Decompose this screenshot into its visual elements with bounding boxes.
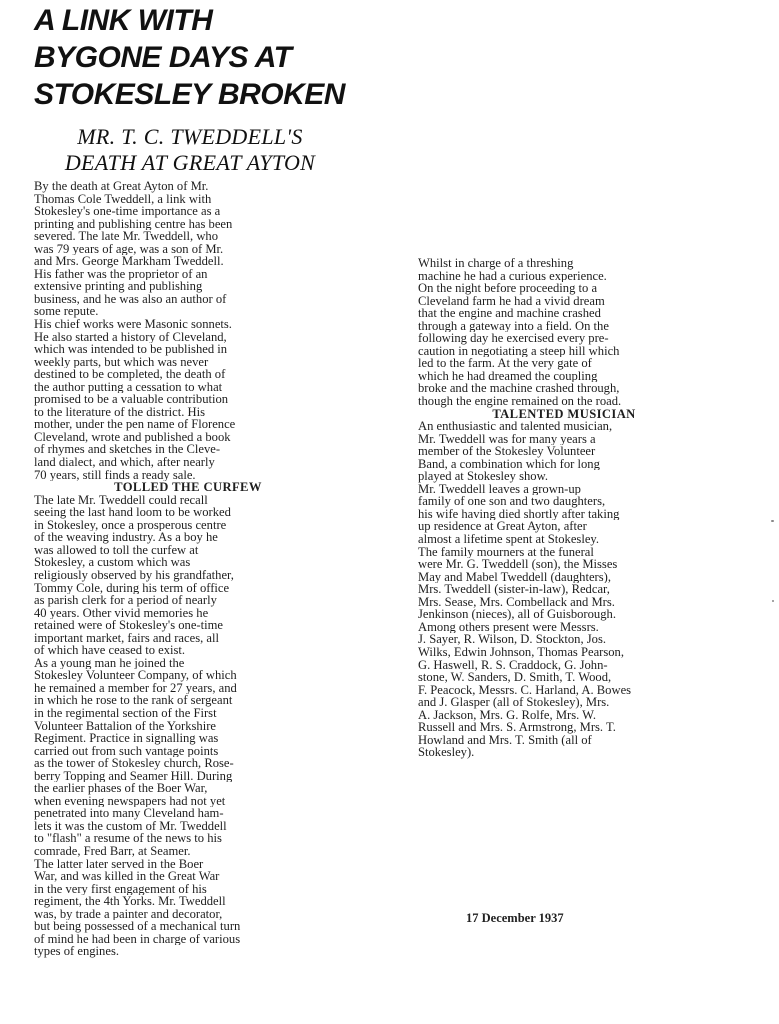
- text-line: berry Topping and Seamer Hill. During: [34, 769, 233, 783]
- text-line: when evening newspapers had not yet: [34, 794, 226, 808]
- text-line: extensive printing and publishing: [34, 280, 203, 293]
- text-line: printing and publishing centre has been: [34, 217, 233, 231]
- headline-line: STOKESLEY BROKEN: [34, 78, 345, 111]
- text-line: stone, W. Sanders, D. Smith, T. Wood,: [418, 671, 612, 684]
- text-line: Stokesley's one-time importance as a: [34, 205, 221, 218]
- paper-speck: [771, 520, 774, 522]
- text-line: types of engines.: [34, 945, 119, 958]
- text-line: important market, fairs and races, all: [34, 631, 219, 645]
- text-line: Mrs. Tweddell (sister-in-law), Redcar,: [418, 583, 610, 596]
- text-line: in the regimental section of the First: [34, 706, 217, 720]
- text-line: F. Peacock, Messrs. C. Harland, A. Bowes: [418, 683, 632, 697]
- article-column-right: [418, 257, 710, 759]
- text-line: An enthusiastic and talented musician,: [418, 420, 613, 433]
- text-line: of the weaving industry. As a boy he: [34, 531, 218, 544]
- text-line: religiously observed by his grandfather,: [34, 568, 234, 582]
- text-line: regiment, the 4th Yorks. Mr. Tweddell: [34, 895, 226, 908]
- section-heading: TALENTED MUSICIAN: [492, 406, 636, 421]
- text-line: J. Sayer, R. Wilson, D. Stockton, Jos.: [418, 633, 607, 646]
- text-line: Cleveland farm he had a vivid dream: [418, 294, 605, 308]
- text-line: played at Stokesley show.: [418, 470, 548, 483]
- text-line: His chief works were Masonic sonnets.: [34, 318, 232, 331]
- text-line: promised to be a valuable contribution: [34, 393, 229, 406]
- text-line: Regiment. Practice in signalling was: [34, 732, 219, 745]
- text-line: Volunteer Battalion of the Yorkshire: [34, 719, 217, 733]
- text-line: was, by trade a painter and decorator,: [34, 907, 223, 921]
- text-line: the earlier phases of the Boer War,: [34, 782, 208, 795]
- text-line: Howland and Mrs. T. Smith (all of: [418, 733, 592, 747]
- text-line: Mr. Tweddell leaves a grown-up: [418, 482, 581, 496]
- text-line: which he had dreamed the coupling: [418, 369, 598, 383]
- text-line: lets it was the custom of Mr. Tweddell: [34, 819, 227, 833]
- text-line: He also started a history of Cleveland,: [34, 330, 227, 344]
- text-line: seeing the last hand loom to be worked: [34, 506, 231, 519]
- text-line: penetrated into many Cleveland ham-: [34, 807, 224, 820]
- text-line: almost a lifetime spent at Stokesley.: [418, 533, 600, 546]
- headline-line: BYGONE DAYS AT: [34, 41, 292, 74]
- text-line: Thomas Cole Tweddell, a link with: [34, 192, 212, 206]
- text-line: business, and he was also an author of: [34, 292, 227, 306]
- text-line: the author putting a cessation to what: [34, 380, 223, 394]
- text-line: Mr. Tweddell was for many years a: [418, 432, 596, 446]
- text-line: severed. The late Mr. Tweddell, who: [34, 230, 219, 243]
- text-line: mother, under the pen name of Florence: [34, 418, 236, 431]
- publication-date: 17 December 1937: [466, 911, 564, 925]
- text-line: By the death at Great Ayton of Mr.: [34, 180, 209, 193]
- text-line: G. Haswell, R. S. Craddock, G. John-: [418, 658, 608, 672]
- text-line: 70 years, still finds a ready sale.: [34, 468, 196, 482]
- text-line: led to the farm. At the very gate of: [418, 357, 592, 370]
- text-line: As a young man he joined the: [34, 656, 185, 670]
- section-heading: TOLLED THE CURFEW: [114, 480, 262, 495]
- text-line: Band, a combination which for long: [418, 457, 600, 471]
- text-line: Stokesley Volunteer Company, of which: [34, 669, 237, 682]
- subheadline-line: DEATH AT GREAT AYTON: [64, 150, 316, 175]
- text-line: comrade, Fred Barr, at Seamer.: [34, 844, 191, 858]
- text-line: caution in negotiating a steep hill which: [418, 344, 620, 358]
- text-line: Whilst in charge of a threshing: [418, 257, 574, 270]
- text-line: up residence at Great Ayton, after: [418, 520, 587, 534]
- text-line: some repute.: [34, 305, 99, 319]
- text-line: May and Mabel Tweddell (daughters),: [418, 570, 611, 584]
- text-line: Tommy Cole, during his term of office: [34, 581, 230, 595]
- text-line: Cleveland, wrote and published a book: [34, 430, 231, 444]
- text-line: to "flash" a resume of the news to his: [34, 832, 222, 845]
- text-line: of rhymes and sketches in the Cleve-: [34, 443, 221, 457]
- subheadline: [40, 124, 340, 176]
- text-line: Stokesley, a custom which was: [34, 556, 191, 569]
- text-line: and Mrs. George Markham Tweddell.: [34, 255, 224, 268]
- text-line: but being possessed of a mechanical turn: [34, 920, 241, 933]
- text-line: Stokesley).: [418, 746, 475, 759]
- text-line: A. Jackson, Mrs. G. Rolfe, Mrs. W.: [418, 708, 597, 722]
- text-line: his wife having died shortly after taking: [418, 507, 620, 521]
- text-line: which was intended to be published in: [34, 343, 228, 356]
- text-line: The family mourners at the funeral: [418, 545, 594, 559]
- text-line: through a gateway into a field. On the: [418, 319, 609, 333]
- text-line: was 79 years of age, was a son of Mr.: [34, 242, 224, 256]
- text-line: in the very first engagement of his: [34, 882, 207, 896]
- text-line: On the night before proceeding to a: [418, 282, 598, 295]
- text-line: 40 years. Other vivid memories he: [34, 606, 209, 620]
- text-line: broke and the machine crashed through,: [418, 382, 620, 396]
- text-line: and J. Glasper (all of Stokesley), Mrs.: [418, 696, 610, 709]
- text-line: machine he had a curious experience.: [418, 269, 607, 283]
- text-line: Among others present were Messrs.: [418, 620, 599, 634]
- text-line: land dialect, and which, after nearly: [34, 456, 215, 469]
- text-line: Wilks, Edwin Johnson, Thomas Pearson,: [418, 645, 625, 659]
- article-column-left: [34, 180, 342, 958]
- text-line: The late Mr. Tweddell could recall: [34, 493, 208, 507]
- text-line: was allowed to toll the curfew at: [34, 543, 199, 557]
- text-line: that the engine and machine crashed: [418, 307, 601, 320]
- text-line: carried out from such vantage points: [34, 744, 219, 758]
- text-line: destined to be completed, the death of: [34, 368, 226, 381]
- text-line: His father was the proprietor of an: [34, 267, 208, 281]
- headline: [34, 2, 354, 113]
- text-line: The latter later served in the Boer: [34, 857, 204, 871]
- text-line: Jenkinson (nieces), all of Guisborough.: [418, 608, 616, 621]
- text-line: in Stokesley, once a prosperous centre: [34, 518, 227, 532]
- text-line: of which have ceased to exist.: [34, 644, 186, 657]
- text-line: retained were of Stokesley's one-time: [34, 619, 224, 632]
- text-line: member of the Stokesley Volunteer: [418, 445, 596, 458]
- text-line: Mrs. Sease, Mrs. Combellack and Mrs.: [418, 595, 615, 609]
- text-line: he remained a member for 27 years, and: [34, 681, 237, 695]
- text-line: of mind he had been in charge of various: [34, 932, 241, 946]
- text-line: War, and was killed in the Great War: [34, 870, 220, 883]
- text-line: following day he exercised every pre-: [418, 332, 609, 345]
- text-line: to the literature of the district. His: [34, 405, 206, 419]
- text-line: Russell and Mrs. S. Armstrong, Mrs. T.: [418, 721, 616, 734]
- paper-speck: [772, 600, 774, 602]
- text-line: in which he rose to the rank of sergeant: [34, 694, 233, 707]
- text-line: were Mr. G. Tweddell (son), the Misses: [418, 558, 618, 571]
- text-line: weekly parts, but which was never: [34, 355, 209, 369]
- headline-line: A LINK WITH: [34, 4, 213, 37]
- text-line: family of one son and two daughters,: [418, 495, 606, 508]
- text-line: though the engine remained on the road.: [418, 395, 622, 408]
- text-line: as the tower of Stokesley church, Rose-: [34, 757, 234, 770]
- text-line: as parish clerk for a period of nearly: [34, 594, 217, 607]
- subheadline-line: MR. T. C. TWEDDELL'S: [77, 124, 303, 149]
